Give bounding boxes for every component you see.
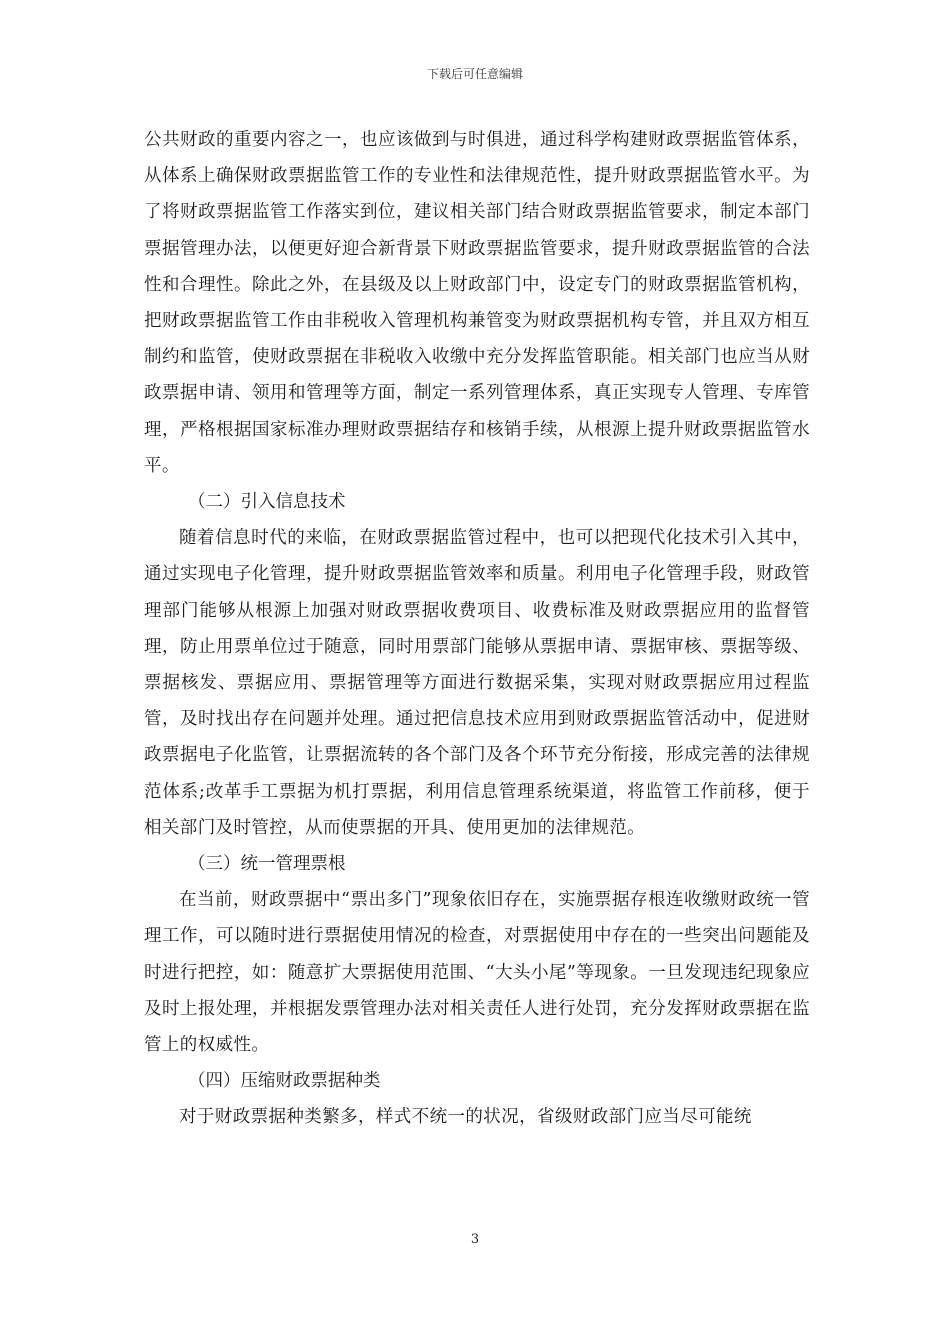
page-header: 下载后可任意编辑 <box>426 67 523 81</box>
page-number: 3 <box>470 1232 480 1247</box>
paragraph-3: 在当前，财政票据中“票出多门”现象依旧存在，实施票据存根连收缴财政统一管理工作，可以随时进行票据使用情况的检查，对票据使用中存在的一些突出问题能及时进行把控，如：随意扩大票据使用范围、“大头小尾”等现象。一旦发现违纪现象应及时上报处理，并根据发票管理办法对相关责任人进行处罚，充分发挥财政票据在监管上的权威性。 <box>144 890 810 1056</box>
paragraph-1: 公共财政的重要内容之一，也应该做到与时俱进，通过科学构建财政票据监管体系，从体系上确保财政票据监管工作的专业性和法律规范性，提升财政票据监管水平。为了将财政票据监管工作落实到位，建议相关部门结合财政票据监管要求，制定本部门票据管理办法，以便更好迎合新背景下财政票据监管要求，提升财政票据监管的合法性和合理性。除此之外，在县级及以上财政部门中，设定专门的财政票据监管机构，把财政票据监管工作由非税收入管理机构兼管变为财政票据机构专管，并且双方相互制约和监管，使财政票据在非税收入收缴中充分发挥监管职能。相关部门也应当从财政票据申请、领用和管理等方面，制定一系列管理体系，真正实现专人管理、专库管理，严格根据国家标准办理财政票据结存和核销手续，从根源上提升财政票据监管水平。 <box>144 130 810 476</box>
section-heading-4: （四）压缩财政票据种类 <box>188 1071 381 1092</box>
paragraph-2: 随着信息时代的来临，在财政票据监管过程中，也可以把现代化技术引入其中，通过实现电子化管理，提升财政票据监管效率和质量。利用电子化管理手段，财政管理部门能够从根源上加强对财政票据收费项目、收费标准及财政票据应用的监督管理，防止用票单位过于随意，同时用票部门能够从票据申请、票据审核、票据等级、票据核发、票据应用、票据管理等方面进行数据采集，实现对财政票据应用过程监管，及时找出存在问题并处理。通过把信息技术应用到财政票据监管活动中，促进财政票据电子化监管，让票据流转的各个部门及各个环节充分衔接，形成完善的法律规范体系;改革手工票据为机打票据，利用信息管理系统渠道，将监管工作前移，便于相关部门及时管控，从而使票据的开具、使用更加的法律规范。 <box>144 528 810 838</box>
section-heading-2: （二）引入信息技术 <box>188 492 346 513</box>
paragraph-4: 对于财政票据种类繁多，样式不统一的状况，省级财政部门应当尽可能统 <box>179 1107 752 1128</box>
document-body <box>144 122 810 1136</box>
section-heading-3: （三）统一管理票根 <box>188 854 346 875</box>
